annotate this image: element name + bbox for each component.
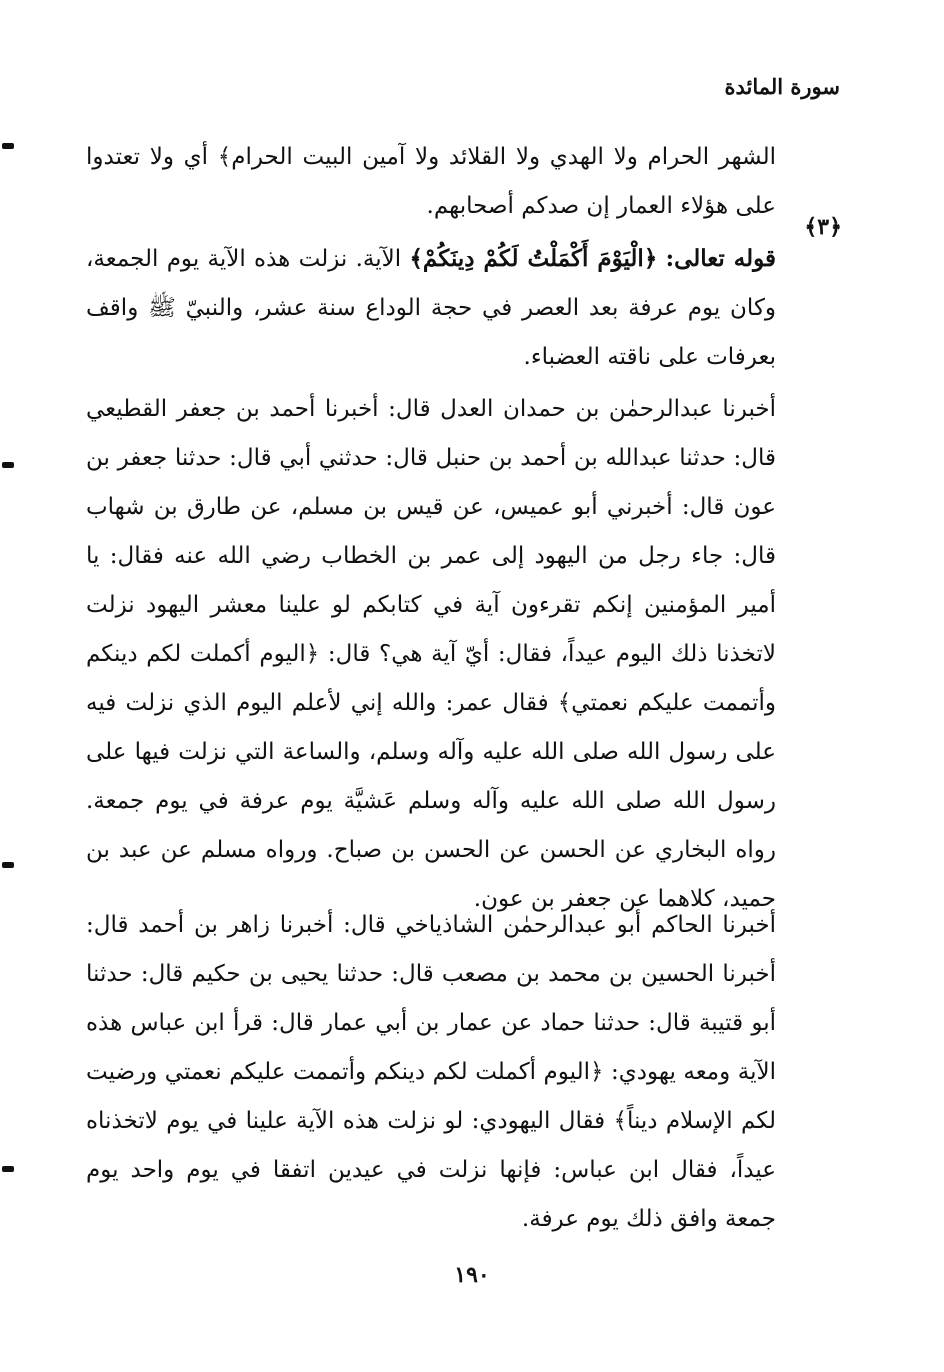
- margin-mark: [2, 143, 14, 149]
- paragraph-hadith-narration-1: أخبرنا عبدالرحمٰن بن حمدان العدل قال: أخبرنا أحمد بن جعفر القطيعي قال: حدثنا عبدالله بن أحمد بن حنبل قال: حدثني أبي قال: حدثنا جعفر بن عون قال: أخبرني أبو عميس، عن قيس بن مسلم، عن طارق بن شهاب قال: جاء رجل من اليهود إلى عمر بن الخطاب رضي الله عنه فقال: يا أمير المؤمنين إنكم تقرءون آية في كتابكم لو علينا معشر اليهود نزلت لاتخذنا ذلك اليوم عيداً، فقال: أيّ آية هي؟ قال: ﴿اليوم أكملت لكم دينكم وأتممت عليكم نعمتي﴾ فقال عمر: والله إني لأعلم اليوم الذي نزلت فيه على رسول الله صلى الله عليه وآله وسلم، والساعة التي نزلت فيها على رسول الله صلى الله عليه وآله وسلم عَشيَّة يوم عرفة في يوم جمعة. رواه البخاري عن الحسن عن الحسن بن صباح. ورواه مسلم عن عبد بن حميد، كلاهما عن جعفر بن عون.: [86, 396, 776, 912]
- commentary-text: الآية. نزلت هذه الآية يوم الجمعة، وكان يوم عرفة بعد العصر في حجة الوداع سنة عشر، والنبيّ ﷺ واقف بعرفات على ناقته العضباء.: [86, 246, 776, 370]
- page-number: ١٩٠: [454, 1262, 490, 1288]
- quran-quote: ﴿الْيَوْمَ أَكْمَلْتُ لَكُمْ دِينَكُمْ﴾: [409, 245, 658, 272]
- verse-intro-label: قوله تعالى:: [665, 245, 777, 272]
- paragraph-verse-commentary: [86, 234, 776, 382]
- margin-mark: [2, 862, 14, 868]
- running-header-surah-title: سورة المائدة: [724, 74, 840, 99]
- paragraph-hadith-narration-2: أخبرنا الحاكم أبو عبدالرحمٰن الشاذياخي قال: أخبرنا زاهر بن أحمد قال: أخبرنا الحسين بن محمد بن مصعب قال: حدثنا يحيى بن حكيم قال: حدثنا أبو قتيبة قال: حدثنا حماد عن عمار بن أبي عمار قال: قرأ ابن عباس هذه الآية ومعه يهودي: ﴿اليوم أكملت لكم دينكم وأتممت عليكم نعمتي ورضيت لكم الإسلام ديناً﴾ فقال اليهودي: لو نزلت هذه الآية علينا في يوم لاتخذناه عيداً، فقال ابن عباس: فإنها نزلت في عيدين اتفقا في يوم واحد يوم جمعة وافق ذلك يوم عرفة.: [86, 912, 776, 1232]
- margin-mark: [2, 1166, 14, 1172]
- margin-mark: [2, 462, 14, 468]
- verse-number: ﴿٣﴾: [804, 214, 842, 240]
- paragraph-continuation: الشهر الحرام ولا الهدي ولا القلائد ولا آمين البيت الحرام﴾ أي ولا تعتدوا على هؤلاء العمار إن صدكم أصحابهم.: [86, 144, 776, 219]
